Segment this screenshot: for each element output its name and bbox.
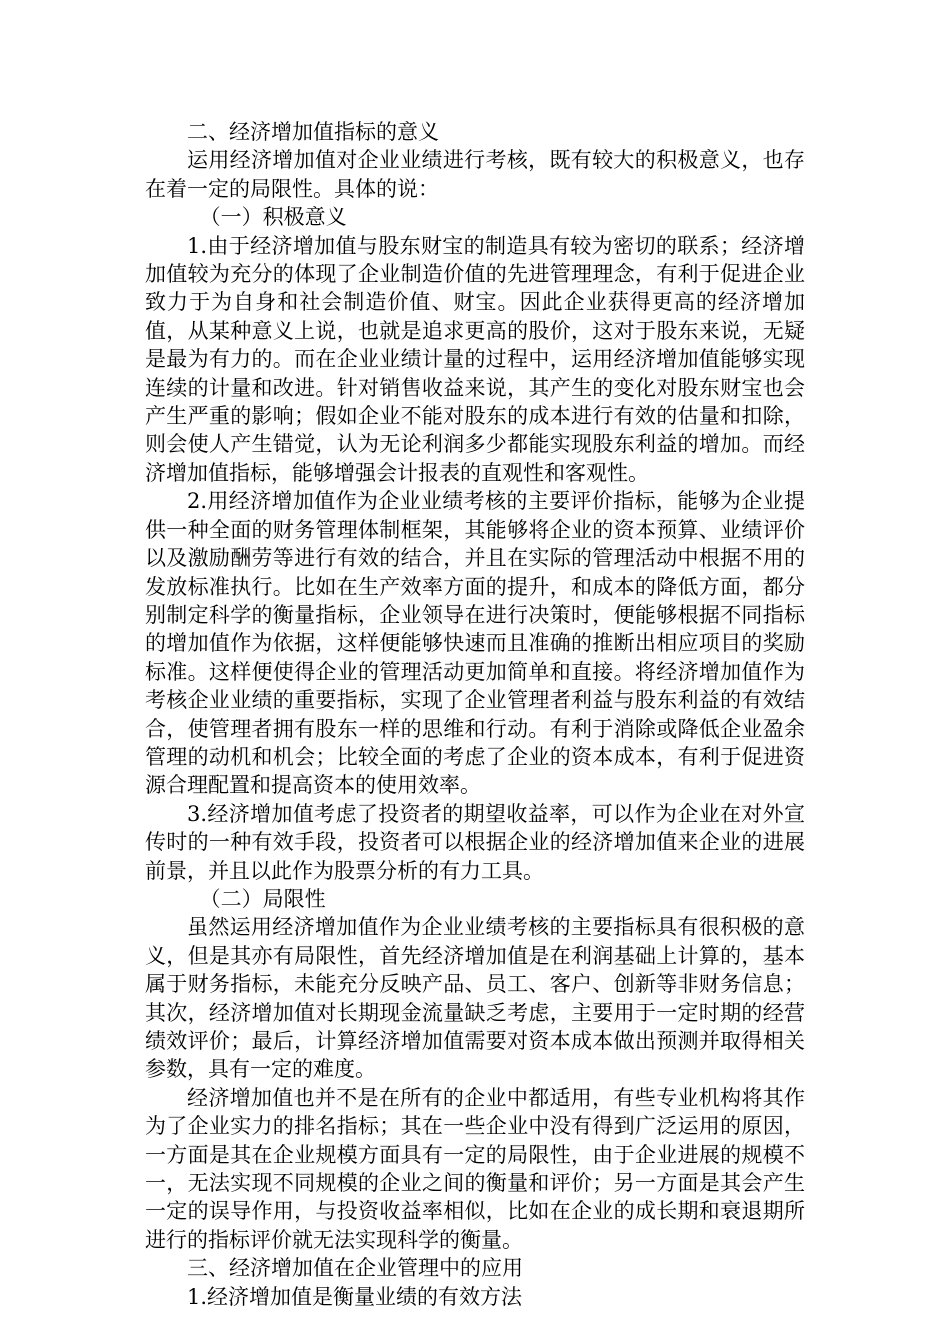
document-page: [145, 118, 805, 1311]
limitations-paragraph-2: 经济增加值也并不是在所有的企业中都适用，有些专业机构将其作为了企业实力的排名指标；其在一些企业中没有得到广泛运用的原因，一方面是其在企业规模方面具有一定的局限性，由于企业进展的规模不一，无法实现不同规模的企业之间的衡量和评价；另一方面是其会产生一定的误导作用，与投资收益率相似，比如在企业的成长期和衰退期所进行的指标评价就无法实现科学的衡量。: [145, 1085, 805, 1252]
application-point-1: 1.经济增加值是衡量业绩的有效方法: [187, 1284, 523, 1309]
positive-point-3: 3.经济增加值考虑了投资者的期望收益率，可以作为企业在对外宣传时的一种有效手段，投资者可以根据企业的经济增加值来企业的进展前景，并且以此作为股票分析的有力工具。: [145, 801, 805, 883]
section-heading-application: 三、经济增加值在企业管理中的应用: [187, 1256, 523, 1281]
subheading-limitations: （二）局限性: [199, 886, 326, 911]
limitations-paragraph-1: 虽然运用经济增加值作为企业业绩考核的主要指标具有很积极的意义，但是其亦有局限性，首先经济增加值是在利润基础上计算的，基本属于财务指标，未能充分反映产品、员工、客户、创新等非财务信息；其次，经济增加值对长期现金流量缺乏考虑，主要用于一定时期的经营绩效评价；最后，计算经济增加值需要对资本成本做出预测并取得相关参数，具有一定的难度。: [145, 915, 805, 1082]
subheading-positive: （一）积极意义: [199, 205, 347, 230]
positive-point-1: 1.由于经济增加值与股东财宝的制造具有较为密切的联系；经济增加值较为充分的体现了企业制造价值的先进管理理念，有利于促进企业致力于为自身和社会制造价值、财宝。因此企业获得更高的经济增加值，从某种意义上说，也就是追求更高的股价，这对于股东来说，无疑是最为有力的。而在企业业绩计量的过程中，运用经济增加值能够实现连续的计量和改进。针对销售收益来说，其产生的变化对股东财宝也会产生严重的影响；假如企业不能对股东的成本进行有效的估量和扣除，则会使人产生错觉，认为无论利润多少都能实现股东利益的增加。而经济增加值指标，能够增强会计报表的直观性和客观性。: [145, 233, 805, 485]
intro-paragraph: 运用经济增加值对企业业绩进行考核，既有较大的积极意义，也存在着一定的局限性。具体的说：: [145, 148, 805, 201]
section-heading-significance: 二、经济增加值指标的意义: [187, 120, 439, 144]
positive-point-2: 2.用经济增加值作为企业业绩考核的主要评价指标，能够为企业提供一种全面的财务管理体制框架，其能够将企业的资本预算、业绩评价以及激励酬劳等进行有效的结合，并且在实际的管理活动中根据不用的发放标准执行。比如在生产效率方面的提升，和成本的降低方面，都分别制定科学的衡量指标，企业领导在进行决策时，便能够根据不同指标的增加值作为依据，这样便能够快速而且准确的推断出相应项目的奖励标准。这样便使得企业的管理活动更加简单和直接。将经济增加值作为考核企业业绩的重要指标，实现了企业管理者利益与股东利益的有效结合，使管理者拥有股东一样的思维和行动。有利于消除或降低企业盈余管理的动机和机会；比较全面的考虑了企业的资本成本，有利于促进资源合理配置和提高资本的使用效率。: [145, 489, 805, 798]
